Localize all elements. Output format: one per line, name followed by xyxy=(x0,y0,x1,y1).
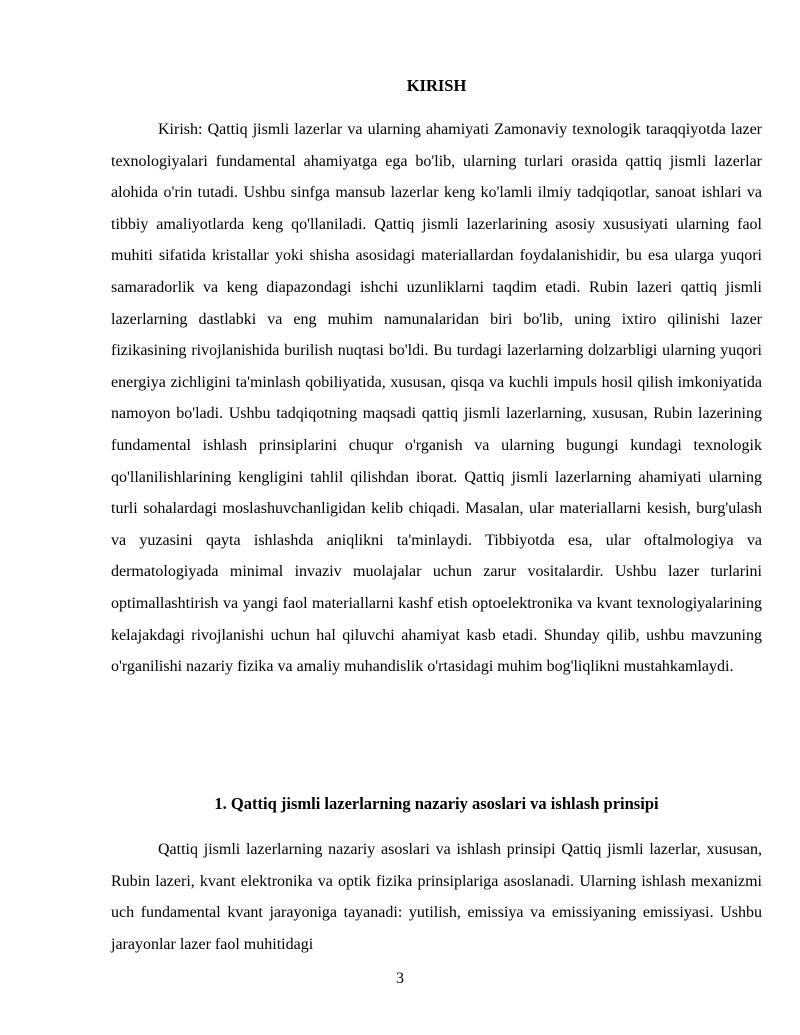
section-heading: 1. Qattiq jismli lazerlarning nazariy asoslari va ishlash prinsipi xyxy=(214,794,659,813)
page-title: KIRISH xyxy=(406,76,467,95)
intro-paragraph: Kirish: Qattiq jismli lazerlar va ularning ahamiyati Zamonaviy texnologik taraqqiyotda lazer texnologiyalari fundamental ahamiyatga ega bo'lib, ularning turlari orasida qattiq jismli lazerlar alohida o'rin tutadi. Ushbu sinfga mansub lazerlar keng ko'lamli ilmiy tadqiqotlar, sanoat ishlari va tibbiy amaliyotlarda keng qo'llaniladi. Qattiq jismli lazerlarining asosiy xususiyati ularning faol muhiti sifatida kristallar yoki shisha asosidagi materiallardan foydalanishidir, bu esa ularga yuqori samaradorlik va keng diapazondagi ishchi uzunliklarni taqdim etadi. Rubin lazeri qattiq jismli lazerlarning dastlabki va eng muhim namunalaridan biri bo'lib, uning ixtiro qilinishi lazer fizikasining rivojlanishida burilish nuqtasi bo'ldi. Bu turdagi lazerlarning dolzarbligi ularning yuqori energiya zichligini ta'minlash qobiliyatida, xususan, qisqa va kuchli impuls hosil qilish imkoniyatida namoyon bo'ladi. Ushbu tadqiqotning maqsadi qattiq jismli lazerlarning, xususan, Rubin lazerining fundamental ishlash prinsiplarini chuqur o'rganish va ularning bugungi kundagi texnologik qo'llanilishlarining kengligini tahlil qilishdan iborat. Qattiq jismli lazerlarning ahamiyati ularning turli sohalardagi moslashuvchanligidan kelib chiqadi. Masalan, ular materiallarni kesish, burg'ulash va yuzasini qayta ishlashda aniqlikni ta'minlaydi. Tibbiyotda esa, ular oftalmologiya va dermatologiyada minimal invaziv muolajalar uchun zarur vositalardir. Ushbu lazer turlarini optimallashtirish va yangi faol materiallarni kashf etish optoelektronika va kvant texnologiyalarining kelajakdagi rivojlanishi uchun hal qiluvchi ahamiyat kasb etadi. Shunday qilib, ushbu mavzuning o'rganilishi nazariy fizika va amaliy muhandislik o'rtasidagi muhim bog'liqlikni mustahkamlaydi. xyxy=(111,121,762,676)
section-paragraph: Qattiq jismli lazerlarning nazariy asoslari va ishlash prinsipi Qattiq jismli lazerlar, xususan, Rubin lazeri, kvant elektronika va optik fizika prinsiplariga asoslanadi. Ularning ishlash mexanizmi uch fundamental kvant jarayoniga tayanadi: yutilish, emissiya va emissiyaning emissiyasi. Ushbu jarayonlar lazer faol muhitidagi xyxy=(111,841,762,953)
page-number: 3 xyxy=(396,970,404,987)
